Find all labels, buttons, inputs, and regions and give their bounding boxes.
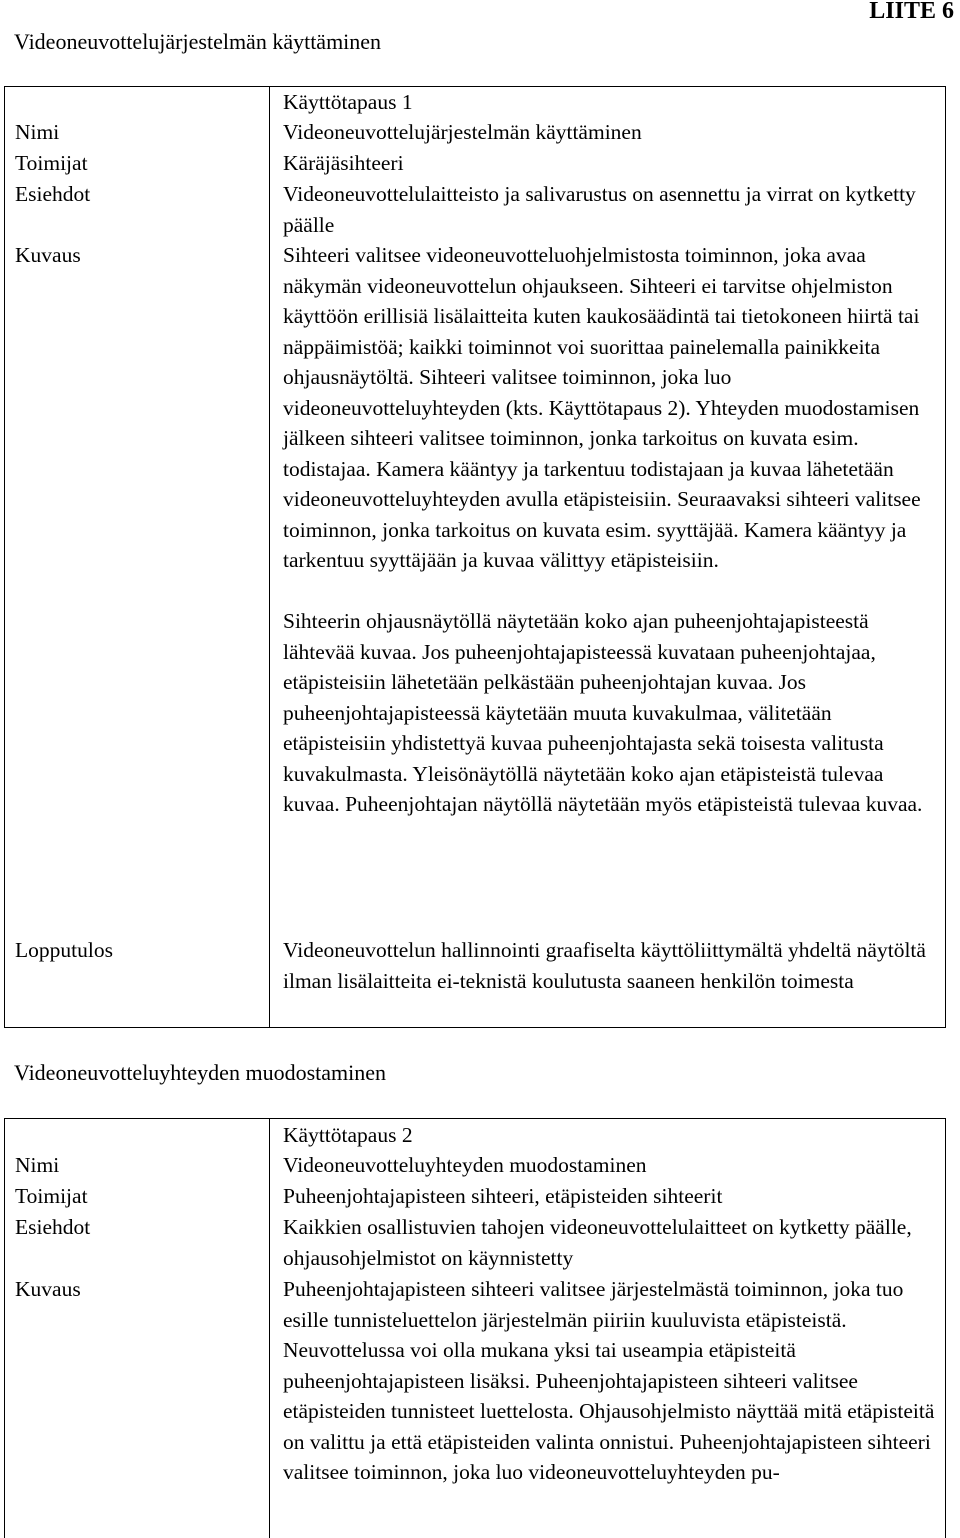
label-name: Nimi — [15, 1153, 60, 1177]
label-description: Kuvaus — [15, 1277, 81, 1301]
value-description — [283, 240, 939, 820]
description-paragraph-2: Sihteerin ohjausnäytöllä näytetään koko ajan puheenjohtajapisteestä lähtevää kuvaa. Jos puheenjohtajapisteessä kuvataan puheenjohtajaa, etäpisteisiin lähetetään pelkästään puheenjohtajan kuvaa. Jos puheenjohtajapisteessä käytetään muuta kuvakulmaa, välitetään etäpisteisiin yhdistettyä kuvaa puheenjohtajasta sekä toisesta valitusta kuvakulmasta. Yleisönäytöllä näytetään koko ajan etäpisteistä tulevaa kuvaa. Puheenjohtajan näytöllä näytetään myös etäpisteistä tulevaa kuvaa. — [283, 609, 923, 816]
value-name: Videoneuvotteluyhteyden muodostaminen — [283, 1153, 647, 1177]
value-preconditions: Videoneuvottelulaitteisto ja salivarustus on asennettu ja virrat on kytketty päälle — [283, 182, 916, 237]
label-description: Kuvaus — [15, 243, 81, 267]
value-actors: Käräjäsihteeri — [283, 151, 404, 175]
column-divider — [269, 1119, 270, 1538]
label-preconditions: Esiehdot — [15, 1215, 91, 1239]
label-result: Lopputulos — [15, 938, 113, 962]
label-preconditions: Esiehdot — [15, 182, 91, 206]
section-title-2: Videoneuvotteluyhteyden muodostaminen — [14, 1060, 386, 1085]
section-title-1: Videoneuvottelujärjestelmän käyttäminen — [14, 29, 382, 54]
label-actors: Toimijat — [15, 151, 88, 175]
usecase-table-2 — [4, 1118, 946, 1538]
value-name: Videoneuvottelujärjestelmän käyttäminen — [283, 120, 642, 144]
label-actors: Toimijat — [15, 1184, 88, 1208]
value-result: Videoneuvottelun hallinnointi graafiselta käyttöliittymältä yhdeltä näytöltä ilman lisälaitteita ei-teknistä koulutusta saaneen henkilön toimesta — [283, 938, 926, 993]
value-preconditions: Kaikkien osallistuvien tahojen videoneuvottelulaitteet on kytketty päälle, ohjausohjelmistot on käynnistetty — [283, 1215, 912, 1270]
appendix-label: LIITE 6 — [869, 0, 954, 24]
description-paragraph-1: Sihteeri valitsee videoneuvotteluohjelmistosta toiminnon, joka avaa näkymän videoneuvottelun ohjaukseen. Sihteeri ei tarvitse ohjelmiston käyttöön erillisiä lisälaitteita kuten kaukosäädintä tai tietokoneen hiirtä tai näppäimistöä; kaikki toiminnot voi suorittaa painelemalla painikkeita ohjausnäytöltä. Sihteeri valitsee toiminnon, joka luo videoneuvotteluyhteyden (kts. Käyttötapaus 2). Yhteyden muodostamisen jälkeen sihteeri valitsee toiminnon, jonka tarkoitus on kuvata esim. todistajaa. Kamera kääntyy ja tarkentuu todistajaan ja kuvaa lähetetään videoneuvotteluyhteyden avulla etäpisteisiin. Seuraavaksi sihteeri valitsee toiminnon, jonka tarkoitus on kuvata esim. syyttäjää. Kamera kääntyy ja tarkentuu syyttäjään ja kuvaa välittyy etäpisteisiin. — [283, 243, 921, 572]
usecase-table-1 — [4, 86, 946, 1028]
usecase-number: Käyttötapaus 1 — [283, 90, 413, 114]
label-name: Nimi — [15, 120, 60, 144]
value-description: Puheenjohtajapisteen sihteeri valitsee järjestelmästä toiminnon, joka tuo esille tunnisteluettelon järjestelmän piiriin kuuluvista etäpisteistä. Neuvottelussa voi olla mukana yksi tai useampia etäpisteitä puheenjohtajapisteen lisäksi. Puheenjohtajapisteen sihteeri valitsee etäpisteiden tunnisteet luettelosta. Ohjausohjelmisto näyttää mitä etäpisteitä on valittu ja että etäpisteiden valinta onnistui. Puheenjohtajapisteen sihteeri valitsee toiminnon, joka luo videoneuvotteluyhteyden pu- — [283, 1277, 935, 1484]
usecase-number: Käyttötapaus 2 — [283, 1123, 413, 1147]
value-actors: Puheenjohtajapisteen sihteeri, etäpisteiden sihteerit — [283, 1184, 723, 1208]
column-divider — [269, 87, 270, 1027]
